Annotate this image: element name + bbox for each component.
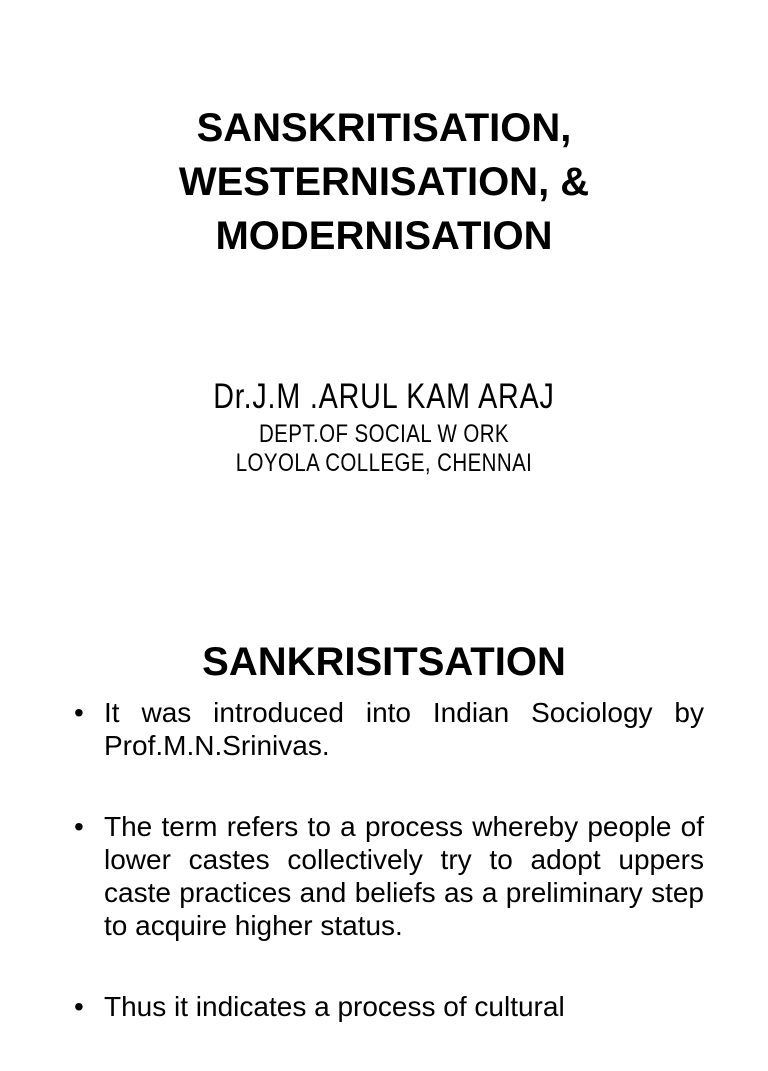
- author-name: Dr.J.M .ARUL KAM ARAJ: [213, 377, 555, 416]
- presentation-title: [0, 101, 768, 263]
- title-line: SANSKRITISATION,: [196, 106, 572, 150]
- bullet-list: [72, 696, 704, 1071]
- content-slide: [0, 600, 768, 1024]
- title-line: MODERNISATION: [215, 214, 553, 258]
- bullet-item: • It was introduced into Indian Sociology by Prof.M.N.Srinivas.: [72, 696, 704, 762]
- bullet-item: • Thus it indicates a process of cultural: [72, 990, 704, 1023]
- department-name: DEPT.OF SOCIAL W ORK: [258, 420, 510, 448]
- title-line: WESTERNISATION, &: [178, 160, 590, 204]
- college-name: LOYOLA COLLEGE, CHENNAI: [235, 449, 533, 477]
- section-heading: SANKRISITSATION: [202, 640, 566, 684]
- bullet-item: • The term refers to a process whereby people of lower castes collectively try to adopt uppers caste practices and beliefs as a preliminary step to acquire higher status.: [72, 810, 704, 942]
